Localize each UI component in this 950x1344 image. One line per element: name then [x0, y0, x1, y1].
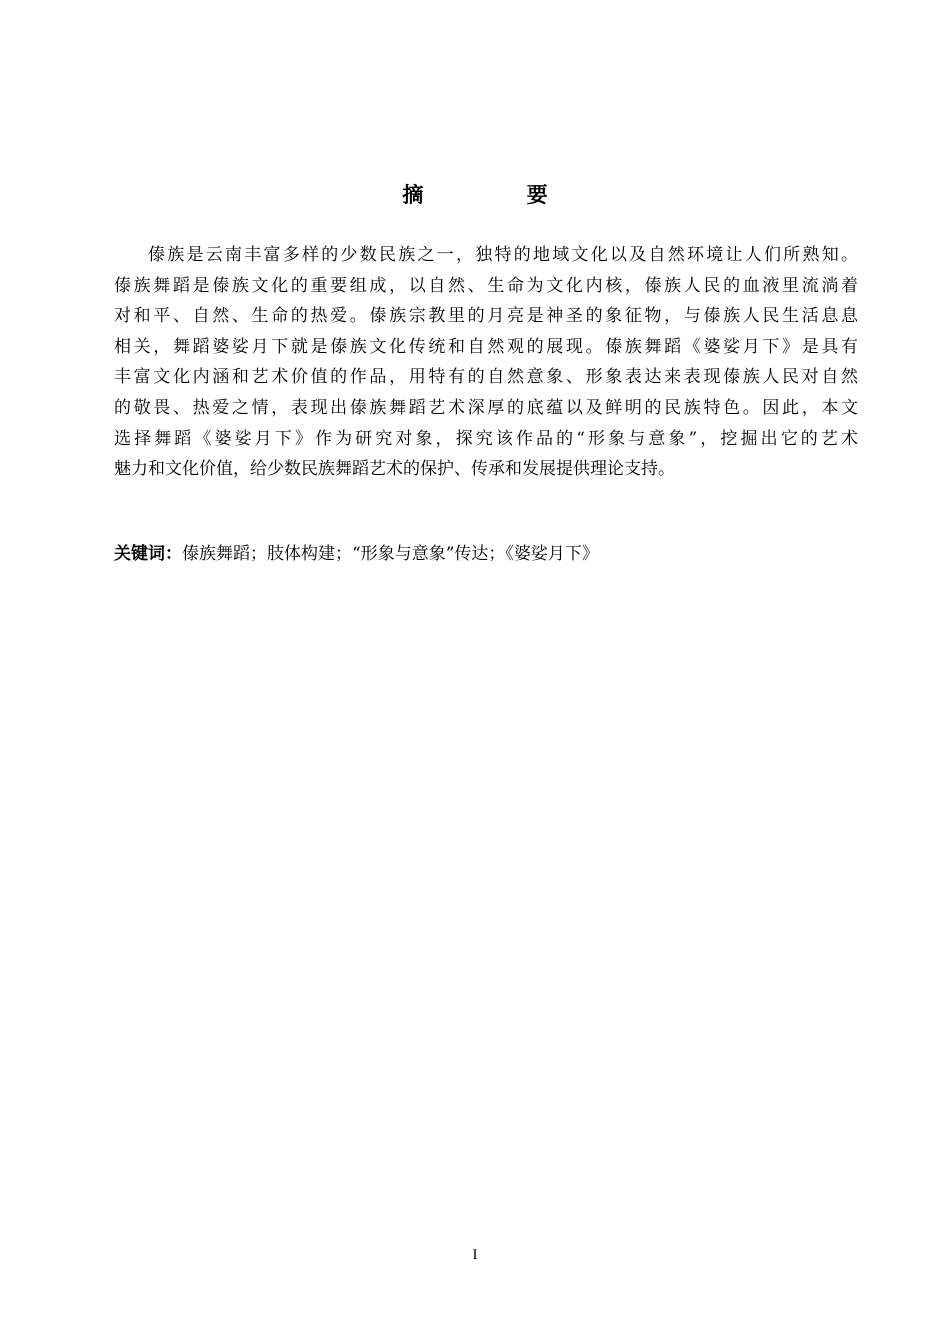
abstract-line: 魅力和文化价值，给少数民族舞蹈艺术的保护、传承和发展提供理论支持。: [114, 459, 675, 480]
abstract-line: 丰富文化内涵和艺术价值的作品，用特有的自然意象、形象表达来表现傣族人民对自然: [114, 367, 858, 388]
page-number: I: [472, 1247, 478, 1263]
abstract-body: [114, 240, 858, 485]
abstract-line: 傣族舞蹈是傣族文化的重要组成，以自然、生命为文化内核，傣族人民的血液里流淌着: [114, 275, 858, 296]
keywords-line: [114, 539, 858, 569]
keywords-label: 关键词：: [114, 544, 182, 564]
abstract-line: 对和平、自然、生命的热爱。傣族宗教里的月亮是神圣的象征物，与傣族人民生活息息: [114, 306, 858, 327]
abstract-line: 选择舞蹈《婆娑月下》作为研究对象，探究该作品的“形象与意象”，挖掘出它的艺术: [114, 428, 858, 449]
abstract-title: 摘 要: [402, 183, 596, 207]
abstract-line: 傣族是云南丰富多样的少数民族之一，独特的地域文化以及自然环境让人们所熟知。: [148, 245, 858, 265]
abstract-line: 相关，舞蹈婆娑月下就是傣族文化传统和自然观的展现。傣族舞蹈《婆娑月下》是具有: [114, 336, 858, 357]
abstract-line: 的敬畏、热爱之情，表现出傣族舞蹈艺术深厚的底蕴以及鲜明的民族特色。因此，本文: [114, 397, 858, 418]
keywords-text: 傣族舞蹈；肢体构建；“形象与意象”传达；《婆娑月下》: [182, 544, 599, 564]
